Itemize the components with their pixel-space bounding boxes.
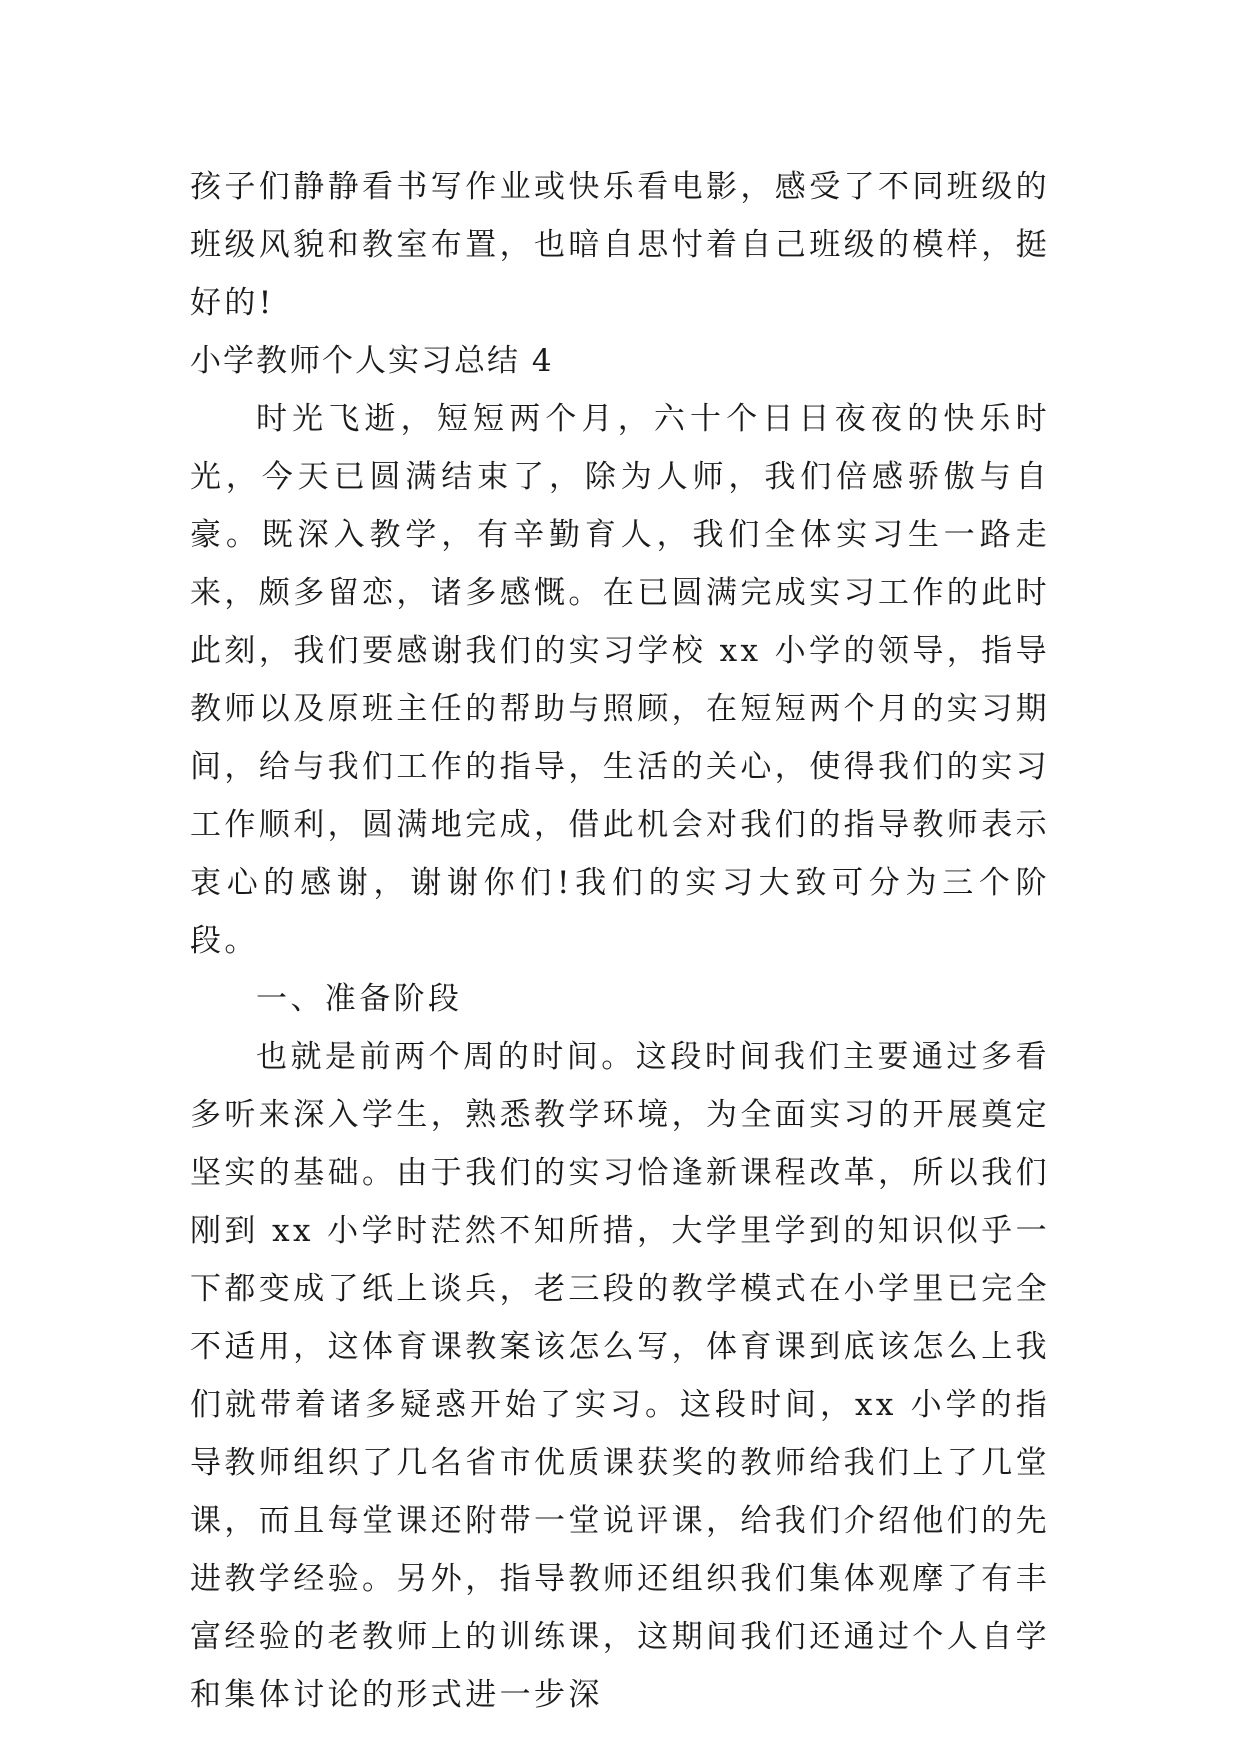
paragraph-intro: 时光飞逝，短短两个月，六十个日日夜夜的快乐时光，今天已圆满结束了，除为人师，我们倍感骄傲与自豪。既深入教学，有辛勤育人，我们全体实习生一路走来，颇多留恋，诸多感慨。在已圆满完成实习工作的此时此刻，我们要感谢我们的实习学校 xx 小学的领导，指导教师以及原班主任的帮助与照顾，在短短两个月的实习期间，给与我们工作的指导，生活的关心，使得我们的实习工作顺利，圆满地完成，借此机会对我们的指导教师表示衷心的感谢，谢谢你们!我们的实习大致可分为三个阶段。 (190, 401, 1050, 959)
document-body (190, 158, 1050, 1724)
paragraph-preparation-stage: 也就是前两个周的时间。这段时间我们主要通过多看多听来深入学生，熟悉教学环境，为全面实习的开展奠定坚实的基础。由于我们的实习恰逢新课程改革，所以我们刚到 xx 小学时茫然不知所措，大学里学到的知识似乎一下都变成了纸上谈兵，老三段的教学模式在小学里已完全不适用，这体育课教案该怎么写，体育课到底该怎么上我们就带着诸多疑惑开始了实习。这段时间，xx 小学的指导教师组织了几名省市优质课获奖的教师给我们上了几堂课，而且每堂课还附带一堂说评课，给我们介绍他们的先进教学经验。另外，指导教师还组织我们集体观摩了有丰富经验的老教师上的训练课，这期间我们还通过个人自学和集体讨论的形式进一步深 (190, 1039, 1050, 1713)
section-title: 小学教师个人实习总结 4 (190, 343, 554, 379)
subheading-preparation-stage: 一、准备阶段 (256, 981, 463, 1017)
paragraph-continuation: 孩子们静静看书写作业或快乐看电影，感受了不同班级的班级风貌和教室布置，也暗自思忖着自己班级的模样，挺好的! (190, 169, 1050, 321)
